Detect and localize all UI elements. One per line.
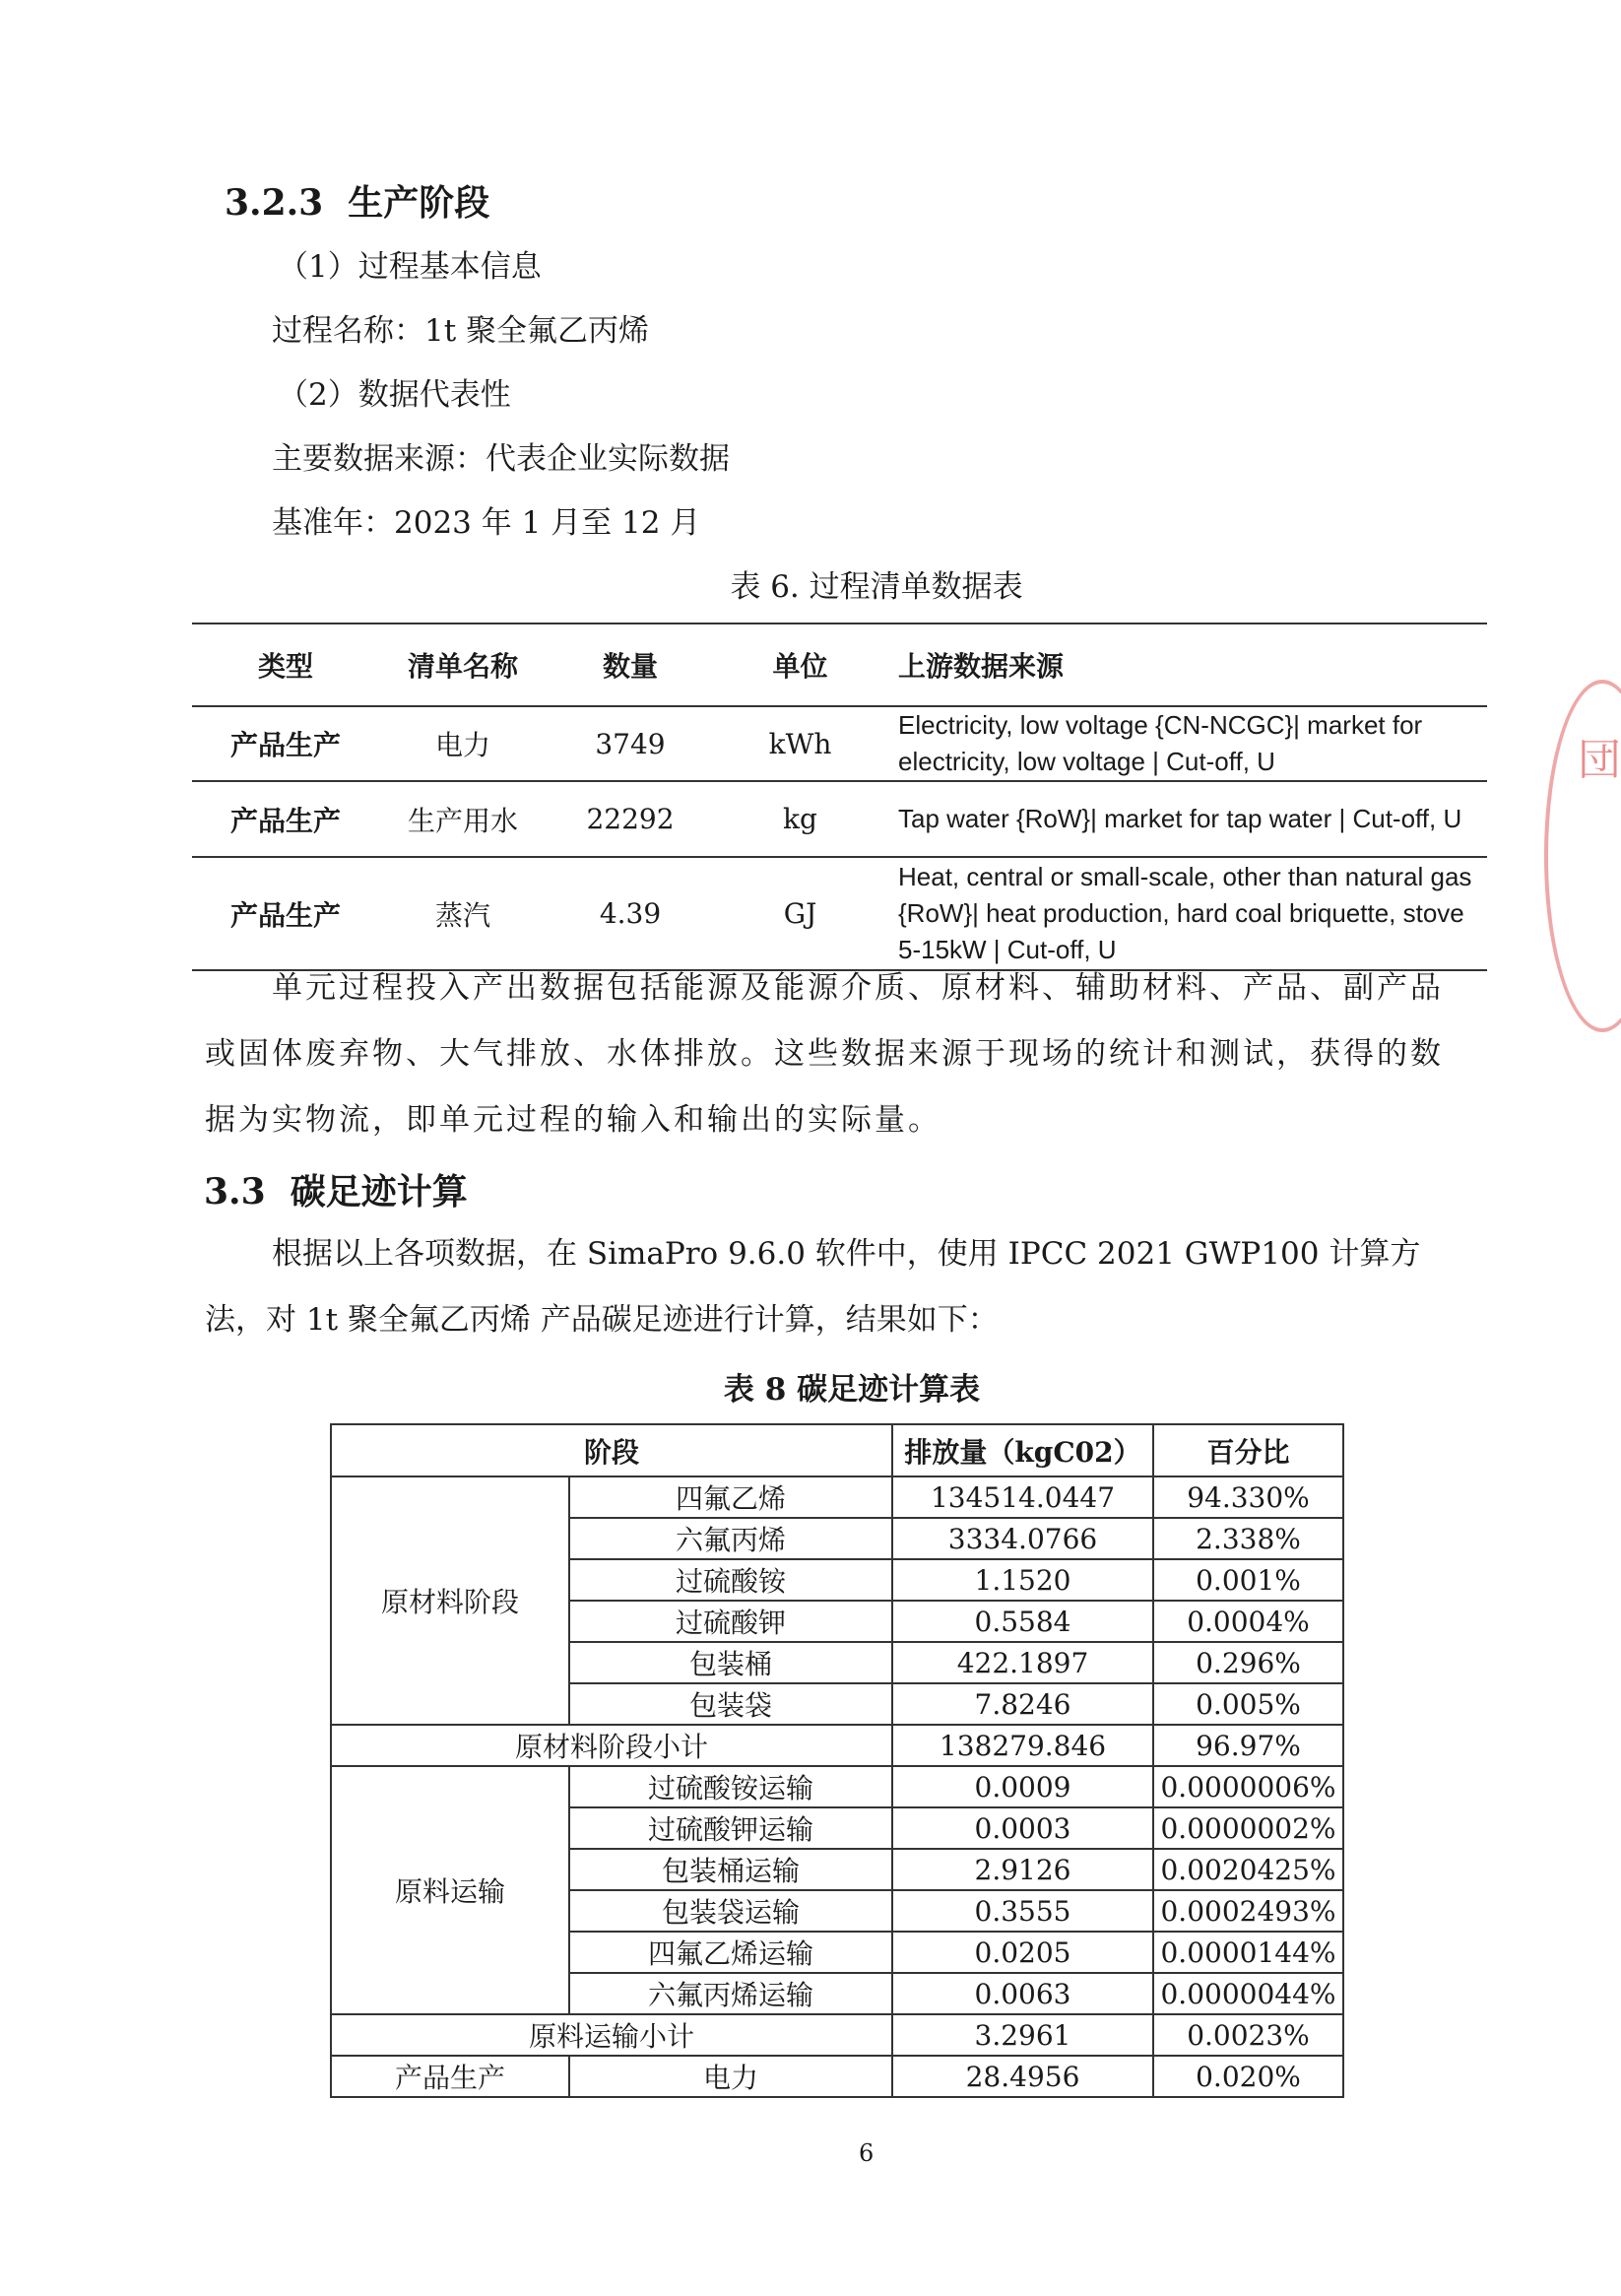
cell-item: 四氟乙烯 [569,1476,892,1518]
data-source: 主要数据来源：代表企业实际数据 [272,441,730,477]
cell-percent: 0.0000002% [1153,1807,1343,1849]
table-header-row [331,1424,1343,1476]
cell-percent: 0.296% [1153,1642,1343,1683]
cell-quantity: 4.39 [547,857,714,970]
cell-item: 包装袋 [569,1683,892,1725]
cell-item: 过硫酸钾 [569,1601,892,1642]
cell-emission: 0.5584 [892,1601,1153,1642]
header-percent: 百分比 [1153,1424,1343,1476]
carbon-footprint-table [330,1423,1344,2098]
cell-item: 六氟丙烯 [569,1518,892,1559]
cell-emission: 1.1520 [892,1559,1153,1601]
cell-item: 包装袋运输 [569,1890,892,1932]
cell-emission: 138279.846 [892,1725,1153,1766]
cell-emission: 28.4956 [892,2056,1153,2097]
cell-item: 包装桶运输 [569,1849,892,1890]
cell-item: 过硫酸铵 [569,1559,892,1601]
cell-percent: 0.020% [1153,2056,1343,2097]
cell-stage: 产品生产 [331,2056,569,2097]
paragraph-unit-process: 单元过程投入产出数据包括能源及能源介质、原材料、辅助材料、产品、副产品或固体废弃物、大气排放、水体排放。这些数据来源于现场的统计和测试，获得的数据为实物流，即单元过程的输入和输出的实际量。 [205,970,1444,1138]
cell-quantity: 3749 [547,706,714,781]
section-number: 3.3 [204,1171,266,1213]
cell-percent: 0.001% [1153,1559,1343,1601]
process-name: 过程名称：1t 聚全氟乙丙烯 [272,313,650,349]
cell-emission: 134514.0447 [892,1476,1153,1518]
cell-percent: 94.330% [1153,1476,1343,1518]
table-header-row [192,623,1487,706]
cell-percent: 0.0004% [1153,1601,1343,1642]
stamp-fragment: 団 [1578,735,1621,785]
cell-emission: 2.9126 [892,1849,1153,1890]
subheading-representativeness: （2）数据代表性 [278,377,511,413]
cell-item: 四氟乙烯运输 [569,1932,892,1973]
cell-type: 产品生产 [192,706,379,781]
section-heading-3-3 [204,1164,468,1214]
section-heading-3-2-3 [225,175,489,226]
section-number: 3.2.3 [225,182,324,224]
header-emission: 排放量（kgC02） [892,1424,1153,1476]
cell-percent: 96.97% [1153,1725,1343,1766]
cell-item: 电力 [569,2056,892,2097]
cell-emission: 0.0009 [892,1766,1153,1807]
cell-percent: 0.0000006% [1153,1766,1343,1807]
table6-caption: 表 6. 过程清单数据表 [730,569,1023,605]
cell-percent: 0.0020425% [1153,1849,1343,1890]
process-inventory-table [192,623,1487,971]
header-source: 上游数据来源 [886,623,1487,706]
cell-percent: 2.338% [1153,1518,1343,1559]
cell-unit: kWh [714,706,886,781]
header-unit: 单位 [714,623,886,706]
subtotal-row [331,2014,1343,2056]
subtotal-row [331,1725,1343,1766]
cell-source: Tap water {RoW}| market for tap water | Cut-off, U [886,781,1487,857]
cell-item: 过硫酸铵运输 [569,1766,892,1807]
cell-type: 产品生产 [192,857,379,970]
cell-subtotal-label: 原材料阶段小计 [331,1725,892,1766]
cell-emission: 7.8246 [892,1683,1153,1725]
section-title: 碳足迹计算 [290,1171,468,1213]
cell-percent: 0.0000044% [1153,1973,1343,2014]
table8-caption: 表 8 碳足迹计算表 [723,1372,981,1408]
base-year: 基准年：2023 年 1 月至 12 月 [272,505,701,541]
table-row [192,781,1487,857]
page-number: 6 [859,2139,875,2167]
table-row [331,1476,1343,1518]
cell-stage: 原料运输 [331,1766,569,2014]
table-row [331,2056,1343,2097]
cell-unit: kg [714,781,886,857]
cell-emission: 0.0003 [892,1807,1153,1849]
cell-emission: 0.0063 [892,1973,1153,2014]
cell-emission: 0.3555 [892,1890,1153,1932]
cell-item: 包装桶 [569,1642,892,1683]
cell-percent: 0.005% [1153,1683,1343,1725]
cell-item: 蒸汽 [379,857,547,970]
table-row [331,1766,1343,1807]
cell-source: Electricity, low voltage {CN-NCGC}| market for electricity, low voltage | Cut-off, U [886,706,1487,781]
header-stage: 阶段 [331,1424,892,1476]
cell-item: 过硫酸钾运输 [569,1807,892,1849]
cell-item: 生产用水 [379,781,547,857]
section-title: 生产阶段 [348,182,490,224]
header-item: 清单名称 [379,623,547,706]
cell-source: Heat, central or small-scale, other than natural gas {RoW}| heat production, hard coal briquette, stove 5-15kW | Cut-off, U [886,857,1487,970]
header-quantity: 数量 [547,623,714,706]
subheading-basic-info: （1）过程基本信息 [278,249,542,285]
cell-item: 电力 [379,706,547,781]
cell-type: 产品生产 [192,781,379,857]
cell-stage: 原材料阶段 [331,1476,569,1725]
table-row [192,706,1487,781]
cell-emission: 3334.0766 [892,1518,1153,1559]
cell-percent: 0.0000144% [1153,1932,1343,1973]
paragraph-calculation: 根据以上各项数据，在 SimaPro 9.6.0 软件中，使用 IPCC 2021 GWP100 计算方法，对 1t 聚全氟乙丙烯 产品碳足迹进行计算，结果如下： [205,1236,1421,1338]
cell-emission: 3.2961 [892,2014,1153,2056]
header-type: 类型 [192,623,379,706]
cell-subtotal-label: 原料运输小计 [331,2014,892,2056]
cell-emission: 422.1897 [892,1642,1153,1683]
cell-item: 六氟丙烯运输 [569,1973,892,2014]
cell-percent: 0.0023% [1153,2014,1343,2056]
table-row [192,857,1487,970]
cell-percent: 0.0002493% [1153,1890,1343,1932]
cell-emission: 0.0205 [892,1932,1153,1973]
cell-unit: GJ [714,857,886,970]
cell-quantity: 22292 [547,781,714,857]
